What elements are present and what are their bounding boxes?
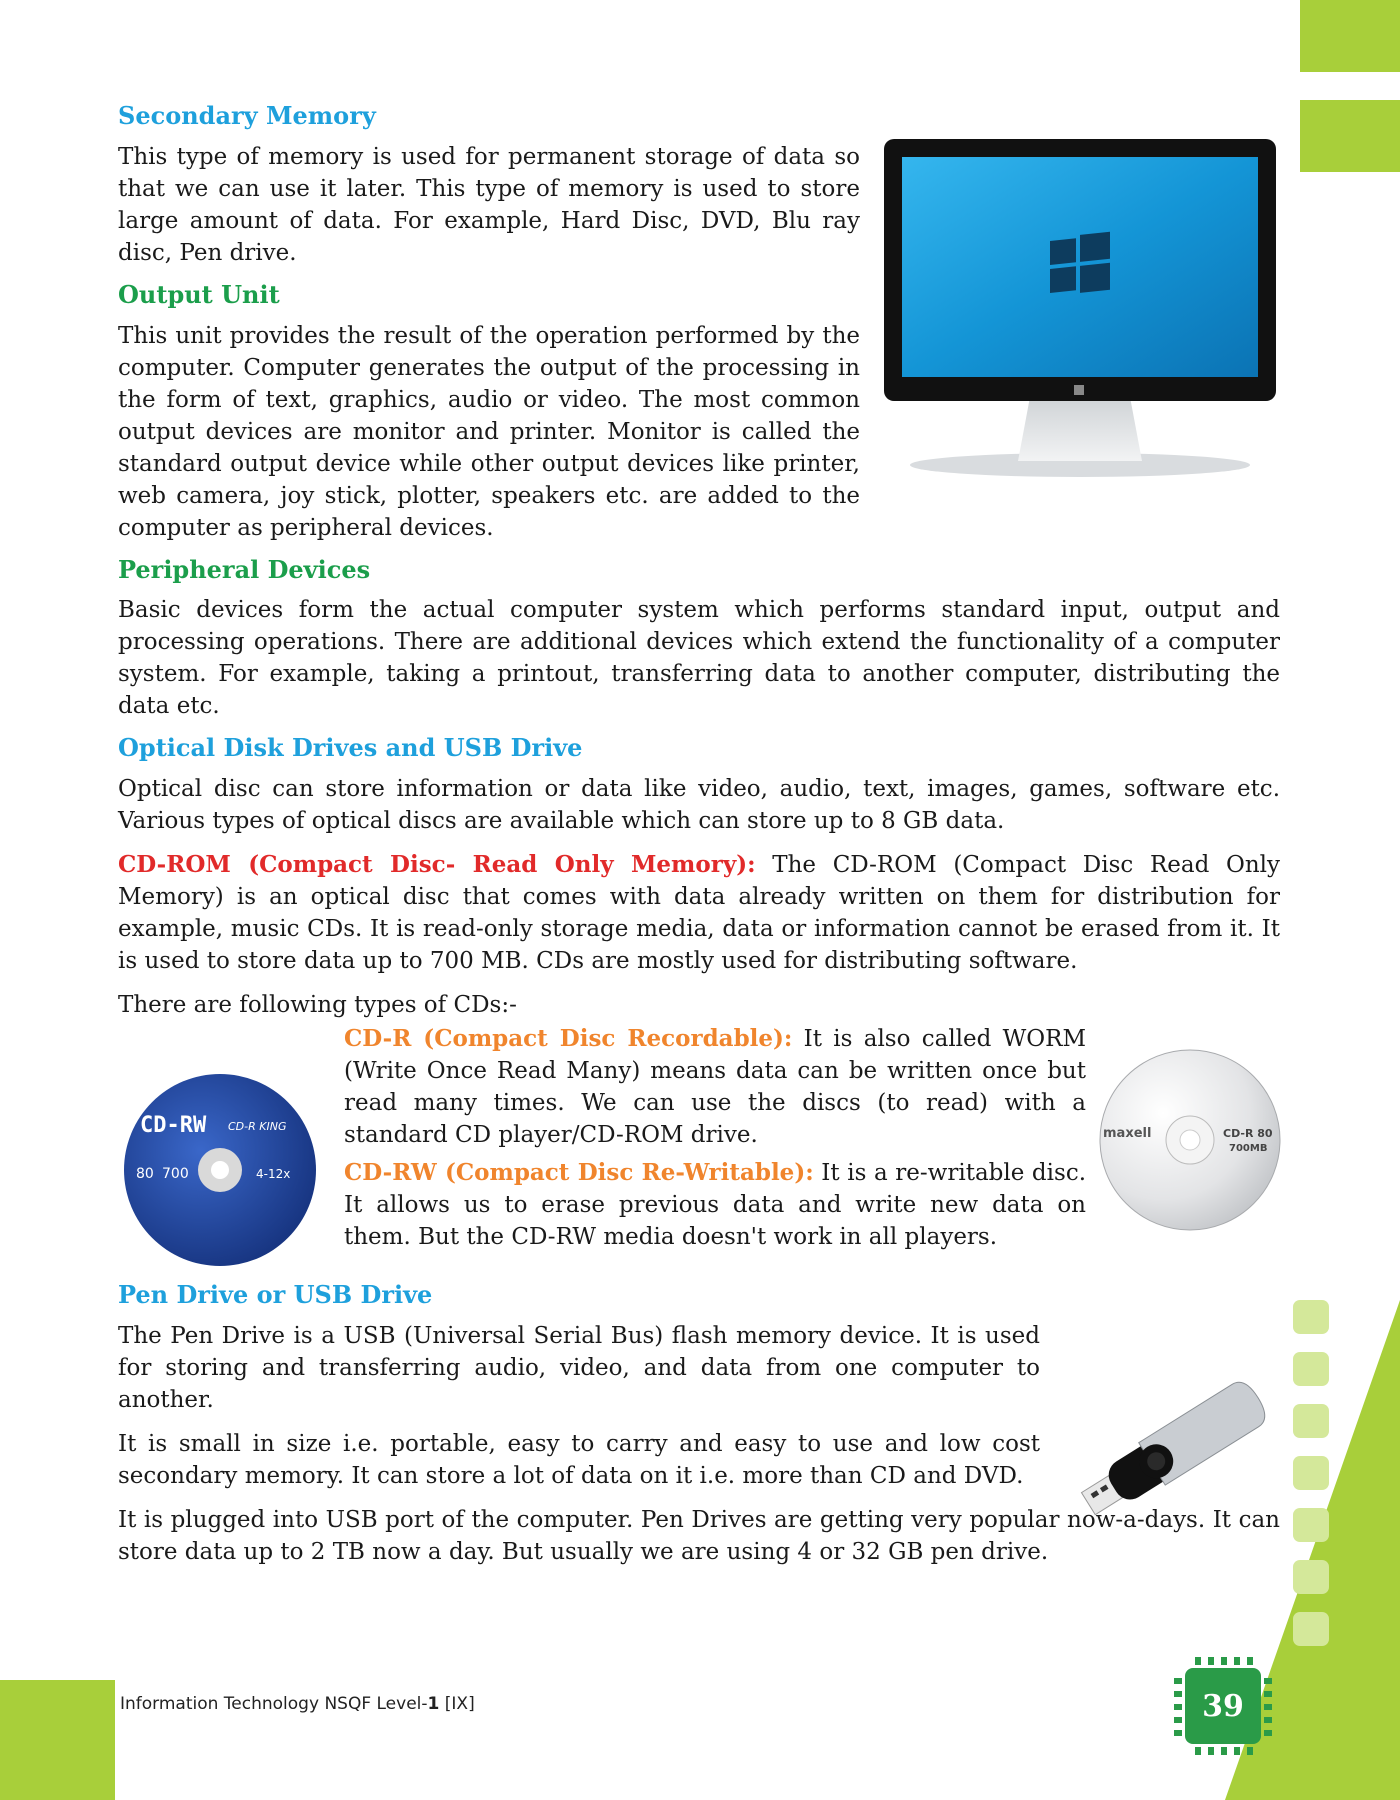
heading-optical-disk: Optical Disk Drives and USB Drive [118, 733, 583, 763]
cdrw-body: It is a re-writable disc. It allows us to erase previous data and write new data on them. But the CD-RW media doesn't work in all players. [344, 1160, 1087, 1251]
cdr-body: It is also called WORM (Write Once Read Many) means data can be written once but read many times. We can use the discs (to read) with a standard CD player/CD-ROM drive. [344, 1026, 1087, 1149]
footer-title [120, 1694, 475, 1714]
heading-secondary-memory: Secondary Memory [118, 101, 376, 130]
footer-grade: [IX] [439, 1694, 475, 1714]
heading-peripheral-devices: Peripheral Devices [118, 554, 371, 584]
paragraph-optical-disk: Optical disc can store information or data like video, audio, text, images, games, software etc. Various types of optical discs are available which can store up to 8 GB data. [118, 776, 1280, 835]
cdrw-disc-speed: 4-12x [256, 1167, 291, 1181]
paragraph-pen-drive-2: It is small in size i.e. portable, easy to carry and easy to use and low cost secondary memory. It can store a lot of data on it i.e. more than CD and DVD. [118, 1430, 1040, 1489]
paragraph-cdr [344, 1023, 1086, 1151]
cdrom-lead: CD-ROM (Compact Disc- Read Only Memory): [118, 851, 756, 879]
paragraph-cdrw [344, 1157, 1086, 1253]
cdr-disc-size: 700MB [1229, 1143, 1268, 1154]
page-number: 39 [1202, 1688, 1244, 1724]
paragraph-output-unit: This unit provides the result of the operation performed by the computer. Computer generates the output of the processing in the form of text, graphics, audio or video. The most common output devices are monitor and printer. Monitor is called the standard output device while other output devices like printer, web camera, joy stick, plotter, speakers etc. are added to the computer as peripheral devices. [118, 322, 860, 541]
paragraph-pen-drive-3: It is plugged into USB port of the computer. Pen Drives are getting very popular now-a-days. It can store data up to 2 TB now a day. But usually we are using 4 or 32 GB pen drive. [118, 1506, 1280, 1565]
footer-title-text: Information Technology NSQF Level- [120, 1694, 428, 1714]
heading-pen-drive: Pen Drive or USB Drive [118, 1280, 433, 1310]
cdrw-disc-capacity: 80 [136, 1166, 154, 1182]
cdrw-disc-label: CD-RW [140, 1113, 207, 1138]
footer-level: 1 [427, 1694, 440, 1714]
paragraph-cd-types-intro: There are following types of CDs:- [118, 992, 517, 1019]
cdr-disc-label: CD-R 80 [1223, 1127, 1273, 1140]
paragraph-cdrom [118, 849, 1280, 977]
cdr-lead: CD-R (Compact Disc Recordable): [344, 1025, 793, 1053]
heading-output-unit: Output Unit [118, 279, 280, 309]
content [118, 96, 1280, 1580]
cdrom-body: The CD-ROM (Compact Disc Read Only Memory) is an optical disc that comes with data already written on them for distribution for example, music CDs. It is read-only storage media, data or information cannot be erased from it. It is used to store data up to 700 MB. CDs are mostly used for distributing software. [118, 852, 1281, 975]
cdrw-disc-brand: CD-R KING [228, 1120, 287, 1133]
cdr-disc-brand: maxell [1103, 1126, 1152, 1141]
cdrw-disc-size: 700 [162, 1166, 189, 1182]
cdrw-lead: CD-RW (Compact Disc Re-Writable): [344, 1159, 814, 1187]
paragraph-secondary-memory: This type of memory is used for permanent storage of data so that we can use it later. This type of memory is used to store large amount of data. For example, Hard Disc, DVD, Blu ray disc, Pen drive. [118, 143, 860, 266]
paragraph-pen-drive-1: The Pen Drive is a USB (Universal Serial Bus) flash memory device. It is used for storing and transferring audio, video, and data from one computer to another. [118, 1322, 1040, 1413]
paragraph-peripheral-devices: Basic devices form the actual computer system which performs standard input, output and processing operations. There are additional devices which extend the functionality of a computer system. For example, taking a printout, transferring data to another computer, distributing the data etc. [118, 597, 1280, 720]
